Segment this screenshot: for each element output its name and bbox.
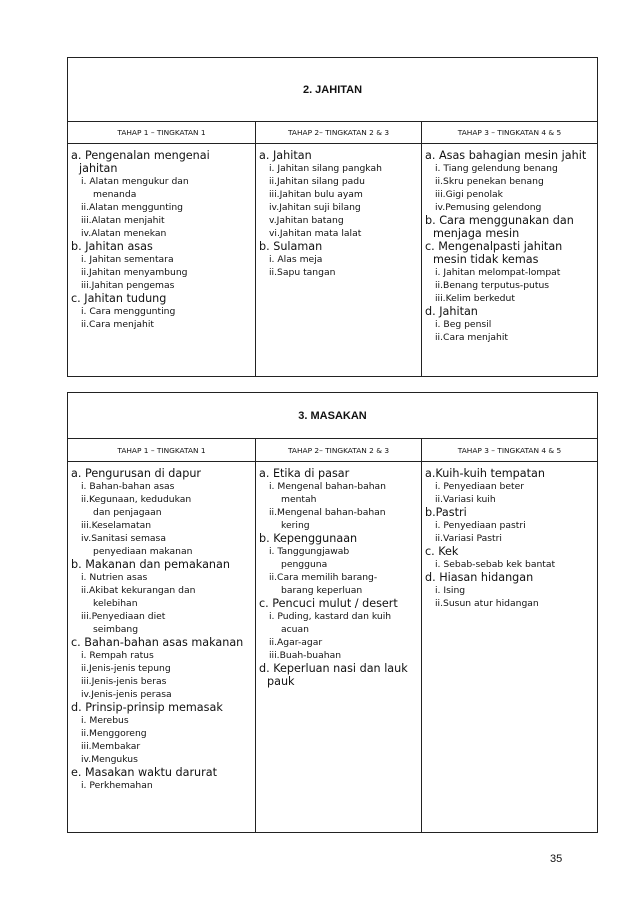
- subtopic-item-continued: seimbang: [93, 624, 139, 635]
- jahitan-header-tahap2: TAHAP 2– TINGKATAN 2 & 3: [256, 122, 422, 143]
- topic-heading: b.Pastri: [425, 506, 467, 519]
- subtopic-item: iv.Sanitasi semasa: [81, 533, 166, 544]
- topic-heading: a. Asas bahagian mesin jahit: [425, 149, 587, 162]
- subtopic-item: iii.Membakar: [81, 741, 141, 752]
- subtopic-item: iv.Pemusing gelendong: [435, 202, 542, 213]
- jahitan-header-row: [68, 122, 597, 144]
- masakan-table: [67, 392, 598, 833]
- masakan-col-tahap3: [422, 462, 597, 832]
- topic-heading: a. Jahitan: [259, 149, 312, 162]
- subtopic-item: i. Mengenal bahan-bahan: [269, 481, 386, 492]
- subtopic-item: i. Merebus: [81, 715, 129, 726]
- subtopic-item: v.Jahitan batang: [269, 215, 344, 226]
- subtopic-item-continued: barang keperluan: [281, 585, 363, 596]
- subtopic-item: i. Ising: [435, 585, 466, 596]
- subtopic-item: iii.Buah-buahan: [269, 650, 342, 661]
- subtopic-item: iv.Mengukus: [81, 754, 138, 765]
- jahitan-col-tahap1: [68, 144, 256, 376]
- topic-heading-continued: menjaga mesin: [433, 227, 520, 240]
- masakan-col-tahap2: [256, 462, 422, 832]
- page-number: 35: [550, 853, 563, 865]
- subtopic-item: ii.Jenis-jenis tepung: [81, 663, 171, 674]
- topic-heading-continued: mesin tidak kemas: [433, 253, 539, 266]
- subtopic-item: ii.Susun atur hidangan: [435, 598, 539, 609]
- subtopic-item: ii.Skru penekan benang: [435, 176, 544, 187]
- subtopic-item: i. Beg pensil: [435, 319, 492, 330]
- subtopic-item: i. Cara menggunting: [81, 306, 176, 317]
- subtopic-item: i. Puding, kastard dan kuih: [269, 611, 392, 622]
- topic-heading: d. Prinsip-prinsip memasak: [71, 701, 223, 714]
- subtopic-item: ii.Alatan menggunting: [81, 202, 184, 213]
- subtopic-item: ii.Akibat kekurangan dan: [81, 585, 196, 596]
- subtopic-item: i. Sebab-sebab kek bantat: [435, 559, 556, 570]
- topic-heading: a.Kuih-kuih tempatan: [425, 467, 545, 480]
- masakan-col-tahap1: [68, 462, 256, 832]
- topic-heading: b. Jahitan asas: [71, 240, 153, 253]
- subtopic-item-continued: menanda: [93, 189, 137, 200]
- subtopic-item: ii.Jahitan silang padu: [269, 176, 365, 187]
- masakan-title: 3. MASAKAN: [68, 393, 597, 439]
- subtopic-item: ii.Cara menjahit: [435, 332, 508, 343]
- topic-heading: d. Hiasan hidangan: [425, 571, 534, 584]
- jahitan-col-tahap3: [422, 144, 597, 376]
- subtopic-item: iii.Kelim berkedut: [435, 293, 515, 304]
- masakan-header-tahap1: TAHAP 1 – TINGKATAN 1: [68, 439, 256, 461]
- jahitan-title: 2. JAHITAN: [68, 58, 597, 122]
- subtopic-item-continued: acuan: [281, 624, 309, 635]
- topic-heading: b. Kepenggunaan: [259, 532, 358, 545]
- subtopic-item: i. Perkhemahan: [81, 780, 153, 791]
- subtopic-item-continued: dan penjagaan: [93, 507, 162, 518]
- subtopic-item: iii.Keselamatan: [81, 520, 152, 531]
- masakan-header-tahap3: TAHAP 3 – TINGKATAN 4 & 5: [457, 445, 562, 455]
- topic-heading: c. Bahan-bahan asas makanan: [71, 636, 244, 649]
- subtopic-item: vi.Jahitan mata lalat: [269, 228, 362, 239]
- topic-heading-continued: pauk: [267, 675, 295, 688]
- topic-heading: a. Pengurusan di dapur: [71, 467, 202, 480]
- subtopic-item: ii.Mengenal bahan-bahan: [269, 507, 386, 518]
- jahitan-header-tahap1: TAHAP 1 – TINGKATAN 1: [68, 122, 256, 143]
- subtopic-item: iii.Gigi penolak: [435, 189, 503, 200]
- topic-heading: c. Pencuci mulut / desert: [259, 597, 398, 610]
- subtopic-item: iii.Jahitan bulu ayam: [269, 189, 363, 200]
- subtopic-item-continued: penyediaan makanan: [93, 546, 193, 557]
- topic-heading: a. Etika di pasar: [259, 467, 350, 480]
- subtopic-item: i. Bahan-bahan asas: [81, 481, 175, 492]
- topic-heading: c. Jahitan tudung: [71, 292, 167, 305]
- subtopic-item: ii.Cara menjahit: [81, 319, 154, 330]
- subtopic-item: iii.Penyediaan diet: [81, 611, 166, 622]
- subtopic-item: i. Alas meja: [269, 254, 323, 265]
- jahitan-header-tahap3: TAHAP 3 – TINGKATAN 4 & 5: [457, 128, 562, 137]
- subtopic-item: iii.Jenis-jenis beras: [81, 676, 167, 687]
- jahitan-table: [67, 57, 598, 377]
- subtopic-item: i. Tiang gelendung benang: [435, 163, 558, 174]
- masakan-header-row: [68, 439, 597, 462]
- masakan-header-tahap2: TAHAP 2– TINGKATAN 2 & 3: [256, 439, 422, 461]
- subtopic-item: i. Alatan mengukur dan: [81, 176, 189, 187]
- topic-heading: e. Masakan waktu darurat: [71, 766, 217, 779]
- masakan-body-row: [68, 462, 597, 832]
- topic-heading: c. Kek: [425, 545, 459, 558]
- topic-heading: c. Mengenalpasti jahitan: [425, 240, 563, 253]
- subtopic-item: ii.Sapu tangan: [269, 267, 336, 278]
- subtopic-item: ii.Variasi Pastri: [435, 533, 502, 544]
- topic-heading-continued: jahitan: [79, 162, 118, 175]
- subtopic-item: ii.Jahitan menyambung: [81, 267, 188, 278]
- subtopic-item: i. Jahitan melompat-lompat: [435, 267, 561, 278]
- subtopic-item: i. Jahitan sementara: [81, 254, 174, 265]
- topic-heading: d. Keperluan nasi dan lauk: [259, 662, 408, 675]
- subtopic-item: iv.Jahitan suji bilang: [269, 202, 361, 213]
- subtopic-item: i. Jahitan silang pangkah: [269, 163, 382, 174]
- subtopic-item: iii.Alatan menjahit: [81, 215, 165, 226]
- topic-heading: b. Cara menggunakan dan: [425, 214, 574, 227]
- subtopic-item-continued: kering: [281, 520, 310, 531]
- subtopic-item: ii.Cara memilih barang-: [269, 572, 378, 583]
- subtopic-item: iv.Jenis-jenis perasa: [81, 689, 172, 700]
- jahitan-col-tahap2: [256, 144, 422, 376]
- topic-heading: d. Jahitan: [425, 305, 478, 318]
- subtopic-item: i. Rempah ratus: [81, 650, 154, 661]
- subtopic-item: ii.Menggoreng: [81, 728, 147, 739]
- subtopic-item: iv.Alatan menekan: [81, 228, 167, 239]
- subtopic-item: ii.Benang terputus-putus: [435, 280, 550, 291]
- topic-heading: a. Pengenalan mengenai: [71, 149, 210, 162]
- subtopic-item-continued: kelebihan: [93, 598, 138, 609]
- subtopic-item: i. Penyediaan beter: [435, 481, 525, 492]
- subtopic-item: i. Nutrien asas: [81, 572, 148, 583]
- topic-heading: b. Sulaman: [259, 240, 323, 253]
- subtopic-item: ii.Kegunaan, kedudukan: [81, 494, 192, 505]
- subtopic-item: ii.Variasi kuih: [435, 494, 496, 505]
- subtopic-item: i. Tanggungjawab: [269, 546, 350, 557]
- subtopic-item-continued: mentah: [281, 494, 317, 505]
- subtopic-item-continued: pengguna: [281, 559, 328, 570]
- subtopic-item: ii.Agar-agar: [269, 637, 323, 648]
- subtopic-item: iii.Jahitan pengemas: [81, 280, 175, 291]
- jahitan-body-row: [68, 144, 597, 376]
- subtopic-item: i. Penyediaan pastri: [435, 520, 526, 531]
- topic-heading: b. Makanan dan pemakanan: [71, 558, 230, 571]
